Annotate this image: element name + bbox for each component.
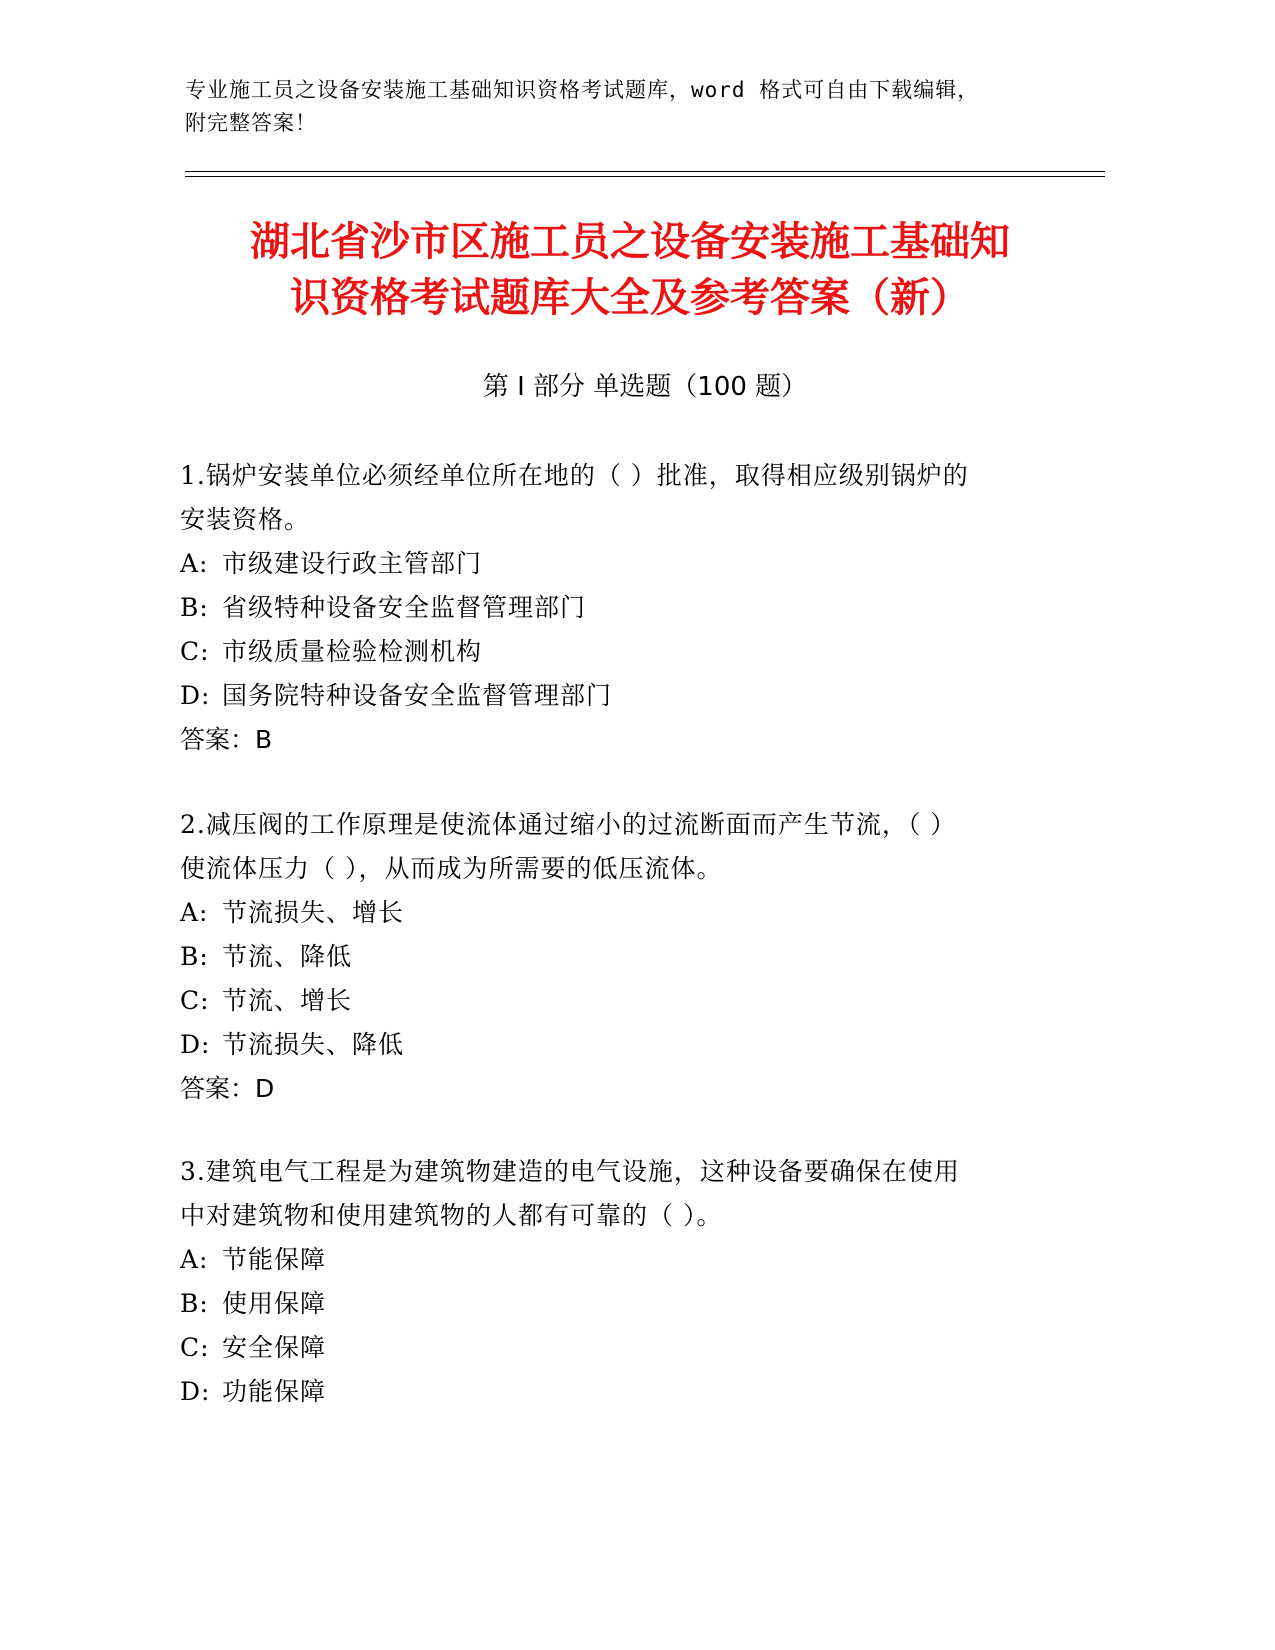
- header-divider: [185, 176, 1105, 177]
- question-text: [180, 803, 1080, 891]
- section-title: 第 I 部分 单选题（100 题）: [482, 372, 808, 402]
- option-b: [180, 935, 1080, 979]
- option-text: 市级质量检验检测机构: [222, 637, 483, 666]
- question-text-line: 安装资格。: [180, 505, 311, 534]
- question-text-line: 使流体压力（ ），从而成为所需要的低压流体。: [180, 854, 723, 883]
- answer-line: 答案：D: [180, 1074, 275, 1103]
- option-key: D:: [180, 681, 211, 710]
- question-text-line: 1.锅炉安装单位必须经单位所在地的（ ）批准，取得相应级别锅炉的: [180, 461, 969, 490]
- question-text-line: 中对建筑物和使用建筑物的人都有可靠的（ ）。: [180, 1201, 723, 1230]
- answer-line: 答案：B: [180, 725, 273, 754]
- option-b: [180, 1282, 1080, 1326]
- option-key: C:: [180, 637, 210, 666]
- option-text: 节流、增长: [222, 986, 353, 1015]
- option-c: [180, 630, 1080, 674]
- option-text: 节能保障: [222, 1245, 327, 1274]
- question-text: [180, 1150, 1080, 1238]
- option-d: [180, 1023, 1080, 1067]
- option-key: B:: [180, 1289, 209, 1318]
- option-key: D:: [180, 1377, 211, 1406]
- option-d: [180, 674, 1080, 718]
- option-key: D:: [180, 1030, 211, 1059]
- document-title-line: 湖北省沙市区施工员之设备安装施工基础知: [250, 219, 1010, 265]
- option-text: 功能保障: [222, 1377, 327, 1406]
- option-text: 安全保障: [222, 1333, 327, 1362]
- option-text: 节流损失、增长: [222, 898, 405, 927]
- document-title-line: 识资格考试题库大全及参考答案（新）: [290, 275, 970, 321]
- option-a: [180, 542, 1080, 586]
- document-title: [190, 214, 1070, 326]
- option-key: A:: [180, 549, 209, 578]
- option-a: [180, 891, 1080, 935]
- option-text: 省级特种设备安全监督管理部门: [222, 593, 587, 622]
- option-c: [180, 1326, 1080, 1370]
- option-d: [180, 1370, 1080, 1414]
- option-key: C:: [180, 986, 210, 1015]
- option-text: 国务院特种设备安全监督管理部门: [222, 681, 613, 710]
- option-key: B:: [180, 942, 209, 971]
- option-text: 节流、降低: [222, 942, 353, 971]
- question-block: [180, 803, 1080, 1111]
- header-note-line: 附完整答案！: [185, 111, 317, 135]
- option-a: [180, 1238, 1080, 1282]
- question-text-line: 2.减压阀的工作原理是使流体通过缩小的过流断面而产生节流，（ ）: [180, 810, 957, 839]
- option-b: [180, 586, 1080, 630]
- header-divider: [185, 171, 1105, 172]
- option-key: B:: [180, 593, 209, 622]
- question-text-line: 3.建筑电气工程是为建筑物建造的电气设施，这种设备要确保在使用: [180, 1157, 960, 1186]
- option-c: [180, 979, 1080, 1023]
- question-block: [180, 1150, 1080, 1414]
- option-key: C:: [180, 1333, 210, 1362]
- question-text: [180, 454, 1080, 542]
- header-note: [185, 74, 1065, 140]
- option-key: A:: [180, 1245, 209, 1274]
- header-note-line: 专业施工员之设备安装施工基础知识资格考试题库，word 格式可自由下载编辑，: [185, 78, 980, 102]
- question-block: [180, 454, 1080, 762]
- option-text: 市级建设行政主管部门: [222, 549, 483, 578]
- option-key: A:: [180, 898, 209, 927]
- option-text: 节流损失、降低: [222, 1030, 405, 1059]
- option-text: 使用保障: [222, 1289, 327, 1318]
